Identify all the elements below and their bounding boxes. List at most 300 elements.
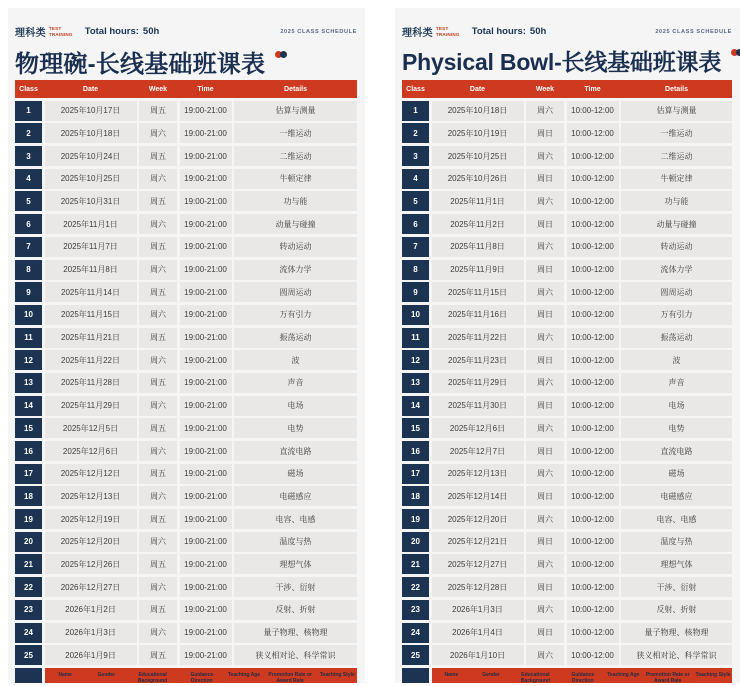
class-cell: 16 [15,441,42,461]
brand-logo-subtext-line1: TEST [435,26,449,32]
table-row [402,600,732,620]
class-cell: 3 [402,146,429,166]
navy-dot-icon [736,49,740,56]
details-cell: 电容、电感 [234,509,357,529]
week-cell: 周五 [139,645,177,665]
time-cell: 19:00-21:00 [180,260,232,280]
table-row [402,396,732,416]
date-cell: 2026年1月2日 [45,600,137,620]
table-row [402,441,732,461]
table-body [402,101,732,666]
table-row [402,237,732,257]
time-cell: 19:00-21:00 [180,486,232,506]
time-cell: 10:00-12:00 [567,169,619,189]
time-cell: 10:00-12:00 [567,260,619,280]
column-header-details: Details [284,85,307,93]
details-cell: 牛顿定律 [621,169,732,189]
week-cell: 周日 [526,123,564,143]
date-cell: 2025年12月5日 [45,418,137,438]
class-cell: 21 [402,554,429,574]
class-cell: 22 [402,577,429,597]
date-cell: 2025年12月13日 [45,486,137,506]
time-cell: 19:00-21:00 [180,509,232,529]
class-cell: 25 [402,645,429,665]
table-row [402,305,732,325]
schedule-panel-physical-bowl-en [395,8,740,683]
class-cell: 19 [15,509,42,529]
week-cell: 周六 [526,328,564,348]
class-cell: 8 [402,260,429,280]
brand-logo-subtext [436,26,460,37]
time-cell: 10:00-12:00 [567,554,619,574]
week-cell: 周六 [526,509,564,529]
details-cell: 一维运动 [234,123,357,143]
table-row [15,282,357,302]
footer-column-3: Guidance Direction [190,672,214,683]
week-cell: 周六 [139,577,177,597]
table-row [15,554,357,574]
total-hours [85,26,160,37]
table-row [15,101,357,121]
table-row [15,600,357,620]
column-header-date: Date [469,85,486,93]
table-row [15,464,357,484]
class-cell: 12 [15,350,42,370]
details-cell: 转动运动 [621,237,732,257]
details-cell: 声音 [234,373,357,393]
date-cell: 2025年10月24日 [45,146,137,166]
date-cell: 2025年11月28日 [45,373,137,393]
class-cell: 17 [15,464,42,484]
details-cell: 动量与碰撞 [621,214,732,234]
week-cell: 周六 [139,350,177,370]
table-row [402,464,732,484]
footer-bar [45,668,358,683]
details-cell: 转动运动 [234,237,357,257]
column-header-week: Week [148,85,168,93]
teacher-info-header [402,668,732,683]
date-cell: 2025年12月14日 [432,486,524,506]
footer-bar [432,668,733,683]
column-header-class: Class [406,85,425,93]
table-row [402,373,732,393]
column-header-details: Details [665,85,688,93]
brand-logo-subtext-line2: TRAINING [48,31,73,37]
class-cell: 13 [15,373,42,393]
details-cell: 理想气体 [234,554,357,574]
week-cell: 周六 [139,532,177,552]
week-cell: 周日 [526,350,564,370]
details-cell: 圆周运动 [234,282,357,302]
date-cell: 2025年10月17日 [45,101,137,121]
date-cell: 2025年11月15日 [45,305,137,325]
details-cell: 电容、电感 [621,509,732,529]
time-cell: 10:00-12:00 [567,396,619,416]
table-row [402,418,732,438]
class-cell: 4 [402,169,429,189]
date-cell: 2025年11月7日 [45,237,137,257]
class-cell: 3 [15,146,42,166]
table-row [402,146,732,166]
time-cell: 10:00-12:00 [567,577,619,597]
date-cell: 2025年11月1日 [432,191,524,211]
class-cell: 10 [402,305,429,325]
week-cell: 周五 [139,418,177,438]
details-cell: 波 [621,350,732,370]
date-cell: 2025年10月25日 [432,146,524,166]
table-row [402,509,732,529]
details-cell: 反射、折射 [621,600,732,620]
footer-column-1: Gender [482,672,500,679]
class-cell: 20 [15,532,42,552]
details-cell: 量子物理、核物理 [621,623,732,643]
table-row [15,169,357,189]
details-cell: 干涉、衍射 [621,577,732,597]
footer-column-5: Promotion Rate or Award Rate [268,672,312,683]
title-row [402,44,734,75]
details-cell: 功与能 [621,191,732,211]
time-cell: 19:00-21:00 [180,214,232,234]
table-row [402,623,732,643]
table-row [15,350,357,370]
panel-header [15,24,357,39]
table-row [402,282,732,302]
details-cell: 流体力学 [621,260,732,280]
table-row [402,532,732,552]
date-cell: 2025年11月14日 [45,282,137,302]
date-cell: 2025年12月26日 [45,554,137,574]
navy-dot-icon [280,51,287,58]
time-cell: 19:00-21:00 [180,577,232,597]
brand-logo: 理科类 [402,28,433,39]
details-cell: 功与能 [234,191,357,211]
time-cell: 10:00-12:00 [567,418,619,438]
title-dots [275,45,287,63]
time-cell: 19:00-21:00 [180,328,232,348]
table-row [402,328,732,348]
class-cell: 2 [402,123,429,143]
week-cell: 周日 [526,169,564,189]
footer-column-4: Teaching Age [227,672,261,679]
time-cell: 19:00-21:00 [180,282,232,302]
details-cell: 量子物理、核物理 [234,623,357,643]
details-cell: 直流电路 [234,441,357,461]
class-cell: 18 [15,486,42,506]
total-hours-label: Total hours: [471,26,526,37]
column-header-class: Class [19,85,38,93]
total-hours [472,26,547,37]
date-cell: 2025年10月26日 [432,169,524,189]
details-cell: 磁场 [234,464,357,484]
footer-column-6: Teaching Style [695,672,731,679]
time-cell: 19:00-21:00 [180,464,232,484]
time-cell: 10:00-12:00 [567,486,619,506]
date-cell: 2025年11月8日 [45,260,137,280]
date-cell: 2026年12月27日 [45,577,137,597]
time-cell: 10:00-12:00 [567,441,619,461]
week-cell: 周五 [139,101,177,121]
table-row [15,577,357,597]
table-row [402,350,732,370]
week-cell: 周六 [526,282,564,302]
details-cell: 干涉、衍射 [234,577,357,597]
date-cell: 2025年11月16日 [432,305,524,325]
week-cell: 周六 [139,441,177,461]
footer-column-0: Name [58,672,72,679]
date-cell: 2025年11月1日 [45,214,137,234]
footer-corner-square [402,668,429,683]
week-cell: 周五 [139,191,177,211]
column-header-time: Time [197,85,214,93]
time-cell: 10:00-12:00 [567,623,619,643]
footer-column-3: Guidance Direction [571,672,595,683]
class-cell: 23 [402,600,429,620]
class-cell: 25 [15,645,42,665]
date-cell: 2025年10月31日 [45,191,137,211]
class-cell: 15 [402,418,429,438]
week-cell: 周六 [526,373,564,393]
week-cell: 周六 [139,396,177,416]
week-cell: 周五 [139,146,177,166]
week-cell: 周日 [526,260,564,280]
week-cell: 周日 [526,305,564,325]
details-cell: 电场 [621,396,732,416]
table-row [402,214,732,234]
week-cell: 周六 [139,486,177,506]
date-cell: 2025年11月21日 [45,328,137,348]
date-cell: 2025年12月6日 [432,418,524,438]
class-cell: 1 [402,101,429,121]
date-cell: 2025年10月19日 [432,123,524,143]
time-cell: 10:00-12:00 [567,146,619,166]
date-cell: 2026年1月3日 [432,600,524,620]
time-cell: 10:00-12:00 [567,509,619,529]
table-row [15,328,357,348]
time-cell: 19:00-21:00 [180,305,232,325]
date-cell: 2025年11月22日 [45,350,137,370]
time-cell: 19:00-21:00 [180,169,232,189]
week-cell: 周日 [526,214,564,234]
details-cell: 温度与热 [234,532,357,552]
column-header-date: Date [82,85,99,93]
time-cell: 10:00-12:00 [567,101,619,121]
time-cell: 10:00-12:00 [567,600,619,620]
week-cell: 周六 [526,237,564,257]
date-cell: 2025年11月23日 [432,350,524,370]
date-cell: 2026年1月3日 [45,623,137,643]
footer-column-1: Gender [97,672,116,679]
details-cell: 万有引力 [621,305,732,325]
week-cell: 周日 [526,577,564,597]
week-cell: 周六 [139,623,177,643]
title-row [15,44,359,78]
date-cell: 2025年11月2日 [432,214,524,234]
class-cell: 22 [15,577,42,597]
details-cell: 流体力学 [234,260,357,280]
week-cell: 周日 [526,486,564,506]
time-cell: 19:00-21:00 [180,418,232,438]
date-cell: 2026年1月4日 [432,623,524,643]
week-cell: 周五 [139,237,177,257]
date-cell: 2025年11月29日 [432,373,524,393]
class-cell: 24 [15,623,42,643]
date-cell: 2025年11月8日 [432,237,524,257]
week-cell: 周五 [139,509,177,529]
time-cell: 19:00-21:00 [180,441,232,461]
date-cell: 2025年12月6日 [45,441,137,461]
time-cell: 19:00-21:00 [180,237,232,257]
table-row [15,146,357,166]
brand-logo-subtext [49,26,73,37]
date-cell: 2025年10月18日 [45,123,137,143]
footer-corner-square [15,668,42,683]
date-cell: 2025年12月20日 [432,509,524,529]
week-cell: 周六 [139,260,177,280]
table-row [402,645,732,665]
page-title: Physical Bowl-长线基础班课表 [402,49,722,75]
brand-logo-subtext-line1: TEST [48,26,62,32]
week-cell: 周日 [526,396,564,416]
date-cell: 2025年11月15日 [432,282,524,302]
time-cell: 10:00-12:00 [567,464,619,484]
time-cell: 19:00-21:00 [180,623,232,643]
week-cell: 周五 [139,373,177,393]
time-cell: 19:00-21:00 [180,554,232,574]
table-row [15,237,357,257]
time-cell: 10:00-12:00 [567,123,619,143]
class-cell: 17 [402,464,429,484]
details-cell: 磁场 [621,464,732,484]
week-cell: 周六 [526,600,564,620]
class-cell: 9 [402,282,429,302]
title-dots [731,43,740,61]
date-cell: 2025年10月25日 [45,169,137,189]
class-cell: 4 [15,169,42,189]
date-cell: 2025年11月30日 [432,396,524,416]
time-cell: 10:00-12:00 [567,237,619,257]
brand-logo-subtext-line2: TRAINING [435,31,460,37]
week-cell: 周六 [526,645,564,665]
brand-logo: 理科类 [15,28,46,39]
table-row [15,214,357,234]
details-cell: 二维运动 [234,146,357,166]
week-cell: 周日 [526,623,564,643]
week-cell: 周五 [139,464,177,484]
week-cell: 周日 [526,441,564,461]
class-cell: 21 [15,554,42,574]
time-cell: 19:00-21:00 [180,350,232,370]
schedule-year-label: 2025 CLASS SCHEDULE [280,28,357,35]
class-cell: 2 [15,123,42,143]
class-cell: 5 [15,191,42,211]
footer-column-4: Teaching Age [607,672,640,679]
schedule-year-label: 2025 CLASS SCHEDULE [655,28,732,35]
class-cell: 5 [402,191,429,211]
page-title: 物理碗-长线基础班课表 [15,51,266,78]
date-cell: 2025年12月12日 [45,464,137,484]
table-header-row [402,80,732,98]
table-row [402,169,732,189]
time-cell: 10:00-12:00 [567,191,619,211]
time-cell: 19:00-21:00 [180,645,232,665]
footer-column-2: Educational Background [138,672,168,683]
class-cell: 6 [15,214,42,234]
details-cell: 二维运动 [621,146,732,166]
time-cell: 10:00-12:00 [567,645,619,665]
table-row [15,441,357,461]
details-cell: 温度与热 [621,532,732,552]
week-cell: 周六 [526,101,564,121]
table-header-row [15,80,357,98]
column-header-week: Week [535,85,555,93]
table-row [15,123,357,143]
footer-column-2: Educational Background [520,672,551,683]
total-hours-label: Total hours: [84,26,139,37]
date-cell: 2025年12月27日 [432,554,524,574]
date-cell: 2025年12月19日 [45,509,137,529]
table-row [15,305,357,325]
week-cell: 周五 [139,328,177,348]
date-cell: 2025年12月13日 [432,464,524,484]
table-row [15,623,357,643]
table-row [15,509,357,529]
details-cell: 狭义相对论、科学常识 [234,645,357,665]
details-cell: 直流电路 [621,441,732,461]
time-cell: 19:00-21:00 [180,101,232,121]
date-cell: 2025年11月22日 [432,328,524,348]
table-row [15,373,357,393]
week-cell: 周六 [139,214,177,234]
date-cell: 2025年11月29日 [45,396,137,416]
class-cell: 11 [15,328,42,348]
table-row [402,260,732,280]
week-cell: 周六 [526,418,564,438]
details-cell: 电场 [234,396,357,416]
time-cell: 19:00-21:00 [180,191,232,211]
class-cell: 13 [402,373,429,393]
class-cell: 10 [15,305,42,325]
schedule-panel-physics-bowl-cn [8,8,365,683]
time-cell: 19:00-21:00 [180,123,232,143]
time-cell: 10:00-12:00 [567,282,619,302]
table-row [402,577,732,597]
class-cell: 14 [15,396,42,416]
class-cell: 1 [15,101,42,121]
date-cell: 2026年1月9日 [45,645,137,665]
details-cell: 电磁感应 [234,486,357,506]
table-row [402,101,732,121]
class-cell: 24 [402,623,429,643]
time-cell: 19:00-21:00 [180,373,232,393]
table-row [15,645,357,665]
class-cell: 14 [402,396,429,416]
class-cell: 23 [15,600,42,620]
date-cell: 2025年11月9日 [432,260,524,280]
details-cell: 电势 [621,418,732,438]
details-cell: 一维运动 [621,123,732,143]
week-cell: 周五 [139,554,177,574]
time-cell: 10:00-12:00 [567,328,619,348]
class-cell: 6 [402,214,429,234]
time-cell: 10:00-12:00 [567,373,619,393]
teacher-info-header [15,668,357,683]
class-cell: 12 [402,350,429,370]
details-cell: 估算与测量 [621,101,732,121]
week-cell: 周六 [139,305,177,325]
time-cell: 10:00-12:00 [567,305,619,325]
details-cell: 波 [234,350,357,370]
total-hours-value: 50h [529,26,547,37]
